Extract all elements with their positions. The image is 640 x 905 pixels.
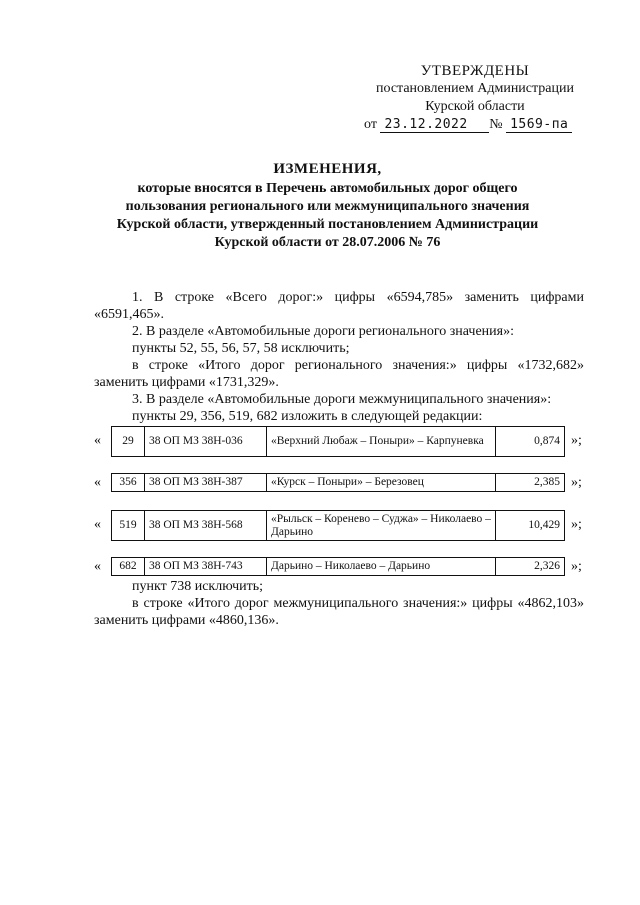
date-prefix: от	[364, 117, 377, 132]
table-row	[112, 427, 565, 457]
table-row	[112, 558, 565, 576]
road-row-2	[94, 473, 594, 501]
date-field	[380, 117, 489, 133]
road-row-3	[94, 510, 594, 538]
paragraph-1: 1. В строке «Всего дорог:» цифры «6594,785» заменить цифрами «6591,465».	[94, 290, 584, 322]
road-length: 0,874	[496, 427, 565, 457]
number-prefix: №	[489, 117, 503, 132]
approval-block	[360, 62, 590, 132]
approval-line-1: постановлением Администрации	[376, 81, 574, 96]
road-code: 38 ОП МЗ 38Н-036	[145, 427, 267, 457]
quote-open: «	[94, 433, 101, 448]
road-length: 2,326	[496, 558, 565, 576]
road-table	[111, 473, 565, 492]
road-number: 682	[112, 558, 145, 576]
road-number: 29	[112, 427, 145, 457]
paragraph-8: в строке «Итого дорог межмуниципального значения:» цифры «4862,103» заменить цифрами «4860,136».	[94, 596, 584, 628]
table-row	[112, 474, 565, 492]
road-code: 38 ОП МЗ 38Н-743	[145, 558, 267, 576]
title-line-3: Курской области, утвержденный постановлением Администрации	[116, 217, 539, 232]
road-length: 10,429	[496, 511, 565, 541]
quote-open: «	[94, 517, 101, 532]
approval-date: 23.12.2022	[384, 117, 468, 132]
road-table	[111, 557, 565, 576]
road-name: «Курск – Поныри» – Березовец	[267, 474, 496, 492]
road-name: «Верхний Любаж – Поныри» – Карпуневка	[267, 427, 496, 457]
approval-heading: УТВЕРЖДЕНЫ	[420, 63, 530, 79]
document-title	[70, 160, 585, 252]
title-heading: ИЗМЕНЕНИЯ,	[273, 161, 382, 177]
road-name: «Рыльск – Коренево – Суджа» – Николаево – Дарьино	[267, 511, 496, 541]
road-code: 38 ОП МЗ 38Н-568	[145, 511, 267, 541]
paragraph-6: пункты 29, 356, 519, 682 изложить в следующей редакции:	[132, 409, 483, 424]
approval-reference	[364, 116, 594, 134]
road-number: 356	[112, 474, 145, 492]
quote-open: «	[94, 475, 101, 490]
title-line-2: пользования регионального или межмуниципального значения	[125, 199, 530, 214]
approval-number: 1569-па	[510, 117, 569, 132]
road-code: 38 ОП МЗ 38Н-387	[145, 474, 267, 492]
title-line-4: Курской области от 28.07.2006 № 76	[214, 235, 441, 250]
paragraph-3: пункты 52, 55, 56, 57, 58 исключить;	[132, 341, 350, 356]
title-line-1: которые вносятся в Перечень автомобильных дорог общего	[137, 181, 518, 196]
paragraph-7: пункт 738 исключить;	[132, 579, 264, 594]
number-field	[506, 117, 572, 133]
quote-close: »;	[571, 517, 582, 532]
road-row-1	[94, 426, 594, 454]
table-row	[112, 511, 565, 541]
road-length: 2,385	[496, 474, 565, 492]
approval-line-2: Курской области	[425, 99, 525, 114]
quote-close: »;	[571, 433, 582, 448]
quote-close: »;	[571, 559, 582, 574]
road-table	[111, 426, 565, 457]
quote-open: «	[94, 559, 101, 574]
paragraph-4: в строке «Итого дорог регионального значения:» цифры «1732,682» заменить цифрами «1731,329».	[94, 358, 584, 390]
road-name: Дарьино – Николаево – Дарьино	[267, 558, 496, 576]
quote-close: »;	[571, 475, 582, 490]
document-body-end	[94, 578, 584, 629]
road-number: 519	[112, 511, 145, 541]
document-body	[94, 289, 584, 425]
paragraph-2: 2. В разделе «Автомобильные дороги регионального значения»:	[132, 324, 514, 339]
road-table	[111, 510, 565, 541]
paragraph-5: 3. В разделе «Автомобильные дороги межмуниципального значения»:	[132, 392, 552, 407]
